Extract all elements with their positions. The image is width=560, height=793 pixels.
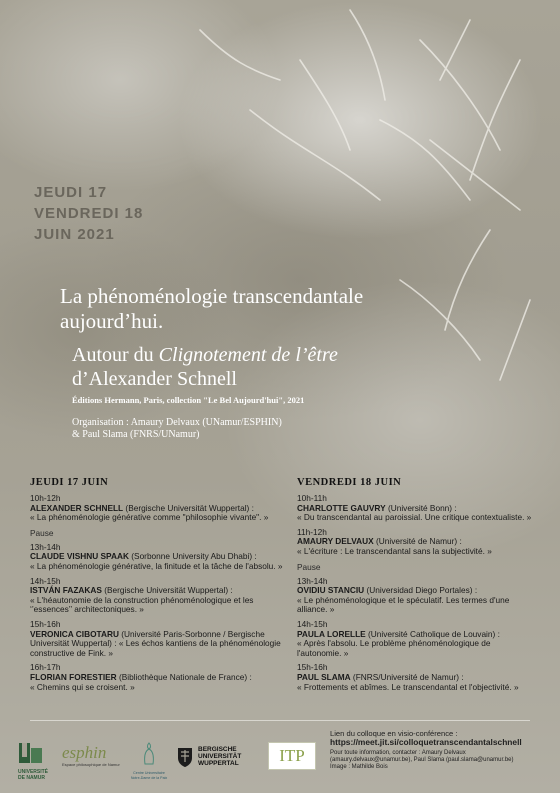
speaker-affiliation: (Université Bonn) : <box>385 502 457 513</box>
program-friday <box>297 477 537 697</box>
talk-title: « La phénoménologie générative, la finitude et la tâche de l'absolu. » <box>30 560 283 571</box>
speaker-name: CHARLOTTE GAUVRY <box>297 502 386 513</box>
speaker-affiliation: (Bergische Universität Wuppertal) : <box>101 585 233 596</box>
subtitle-prefix: Autour du <box>72 344 159 366</box>
itp-logo <box>268 742 316 770</box>
wuppertal-line-3: WUPPERTAL <box>198 760 239 768</box>
unamur-text-2: DE NAMUR <box>18 775 45 781</box>
organisation-line-1: Organisation : Amaury Delvaux (UNamur/ESPHIN) <box>72 417 282 428</box>
contact-line-2: (amaury.delvaux@unamur.be), Paul Slama (paul.slama@unamur.be) <box>330 757 514 763</box>
slot-time: 14h-15h <box>30 575 61 586</box>
title-line-1: La phénoménologie transcendantale <box>60 284 364 308</box>
esphin-name: esphin <box>62 743 107 762</box>
program-slot <box>30 494 285 523</box>
program-slot <box>297 620 537 658</box>
pause-label: Pause <box>297 561 321 572</box>
program-slot <box>30 577 285 615</box>
program-slot <box>30 663 285 692</box>
speaker-name: PAUL SLAMA <box>297 671 351 682</box>
speaker-name: ALEXANDER SCHNELL <box>30 502 124 513</box>
statue-icon <box>141 742 157 766</box>
esphin-sub: Espace philosophique de Namur <box>62 762 120 767</box>
speaker-name: PAULA LORELLE <box>297 628 366 639</box>
organisation <box>72 417 282 441</box>
footer-divider <box>30 720 530 721</box>
day-heading-thursday: JEUDI 17 JUIN <box>30 477 109 488</box>
slot-time: 13h-14h <box>297 575 328 586</box>
speaker-name: OVIDIU STANCIU <box>297 585 365 596</box>
slot-time: 11h-12h <box>297 526 327 537</box>
esphin-logo <box>62 744 122 767</box>
editions-info: Éditions Hermann, Paris, collection "Le Bel Aujourd'hui", 2021 <box>72 395 305 405</box>
speaker-affiliation: (Université de Namur) : <box>373 536 462 547</box>
contact-line-1: Pour toute information, contacter : Amaury Delvaux <box>330 750 466 756</box>
centre-line-1: Centre Universitaire <box>133 771 165 775</box>
program-slot <box>297 528 537 557</box>
talk-title: « Le phénoménologique et le spéculatif. Les termes d'une alliance. » <box>297 594 510 615</box>
visio-link[interactable]: https://meet.jit.si/colloquetranscendantalschnell <box>330 737 522 747</box>
speaker-name: ISTVÁN FAZAKAS <box>30 585 102 596</box>
slot-time: 13h-14h <box>30 541 61 552</box>
centre-line-2: Notre-Dame de la Paix <box>130 775 168 780</box>
unamur-text-1: UNIVERSITÉ <box>18 769 49 775</box>
program-slot <box>297 577 537 615</box>
unamur-mark-icon <box>18 742 44 764</box>
slot-time: 14h-15h <box>297 618 328 629</box>
wuppertal-line-1: BERGISCHE <box>198 746 237 753</box>
slot-time: 15h-16h <box>30 618 61 629</box>
speaker-affiliation: (Sorbonne University Abu Dhabi) : <box>128 551 257 562</box>
talk-title: « L'héautonomie de la construction phénoménologique et les ‘’essences’’ architectoniques. » <box>30 594 254 615</box>
talk-title: « Du transcendantal au paroissial. Une critique contextualiste. » <box>297 512 532 523</box>
event-dates <box>34 182 143 245</box>
program-slot <box>297 494 537 523</box>
program-slot <box>30 543 285 572</box>
talk-title: « La phénoménologie générative comme "philosophie vivante". » <box>30 512 269 523</box>
pause-label: Pause <box>30 527 54 538</box>
speaker-affiliation: (Université Paris-Sorbonne / Bergische Universität Wuppertal) : « Les échos kantiens de la phénoménologie constructive de Fink. » <box>30 628 281 658</box>
conference-info <box>330 729 555 771</box>
speaker-affiliation: (FNRS/Université de Namur) : <box>350 671 464 682</box>
speaker-name: AMAURY DELVAUX <box>297 536 374 547</box>
slot-time: 15h-16h <box>297 662 328 673</box>
wuppertal-crest-icon <box>176 746 194 768</box>
slot-time: 10h-11h <box>297 493 327 503</box>
speaker-name: VERONICA CIBOTARU <box>30 628 119 639</box>
speaker-name: CLAUDE VISHNU SPAAK <box>30 551 129 562</box>
speaker-name: FLORIAN FORESTIER <box>30 671 117 682</box>
program-slot <box>297 663 537 692</box>
subtitle-line-2: d’Alexander Schnell <box>72 368 237 390</box>
unamur-logo <box>18 742 54 781</box>
talk-title: « Après l'absolu. Le problème phénoménologique de l'autonomie. » <box>297 638 491 658</box>
itp-text: ITP <box>279 746 305 765</box>
speaker-affiliation: (Bergische Universität Wuppertal) : <box>123 502 254 513</box>
centre-universitaire-logo <box>126 742 172 780</box>
date-line-3: JUIN 2021 <box>34 226 115 243</box>
speaker-affiliation: (Université Catholique de Louvain) : <box>365 628 500 639</box>
speaker-affiliation: (Bibliothèque Nationale de France) : <box>116 671 252 682</box>
colloquium-subtitle <box>72 343 542 391</box>
program-slot <box>30 620 285 658</box>
slot-time: 16h-17h <box>30 662 61 673</box>
title-line-2: aujourd’hui. <box>60 309 164 333</box>
image-credit: Image : Mathilde Bois <box>330 764 388 770</box>
partner-logos <box>18 742 318 782</box>
organisation-line-2: & Paul Slama (FNRS/UNamur) <box>72 429 200 440</box>
book-title: Clignotement de l’être <box>158 344 338 366</box>
wuppertal-line-2: UNIVERSITÄT <box>198 753 242 761</box>
talk-title: « L'écriture : Le transcendantal sans la subjectivité. » <box>297 545 492 556</box>
speaker-affiliation: (Universidad Diego Portales) : <box>364 585 478 596</box>
slot-time: 10h-12h <box>30 493 61 503</box>
date-line-1: JEUDI 17 <box>34 184 108 201</box>
date-line-2: VENDREDI 18 <box>34 205 144 222</box>
day-heading-friday: VENDREDI 18 JUIN <box>297 477 402 488</box>
link-intro: Lien du colloque en visio-conférence : <box>330 729 458 738</box>
talk-title: « Frottements et abîmes. Le transcendantal et l'objectivité. » <box>297 681 519 692</box>
program-thursday <box>30 477 285 697</box>
colloquium-title <box>60 284 540 334</box>
talk-title: « Chemins qui se croisent. » <box>30 681 135 692</box>
